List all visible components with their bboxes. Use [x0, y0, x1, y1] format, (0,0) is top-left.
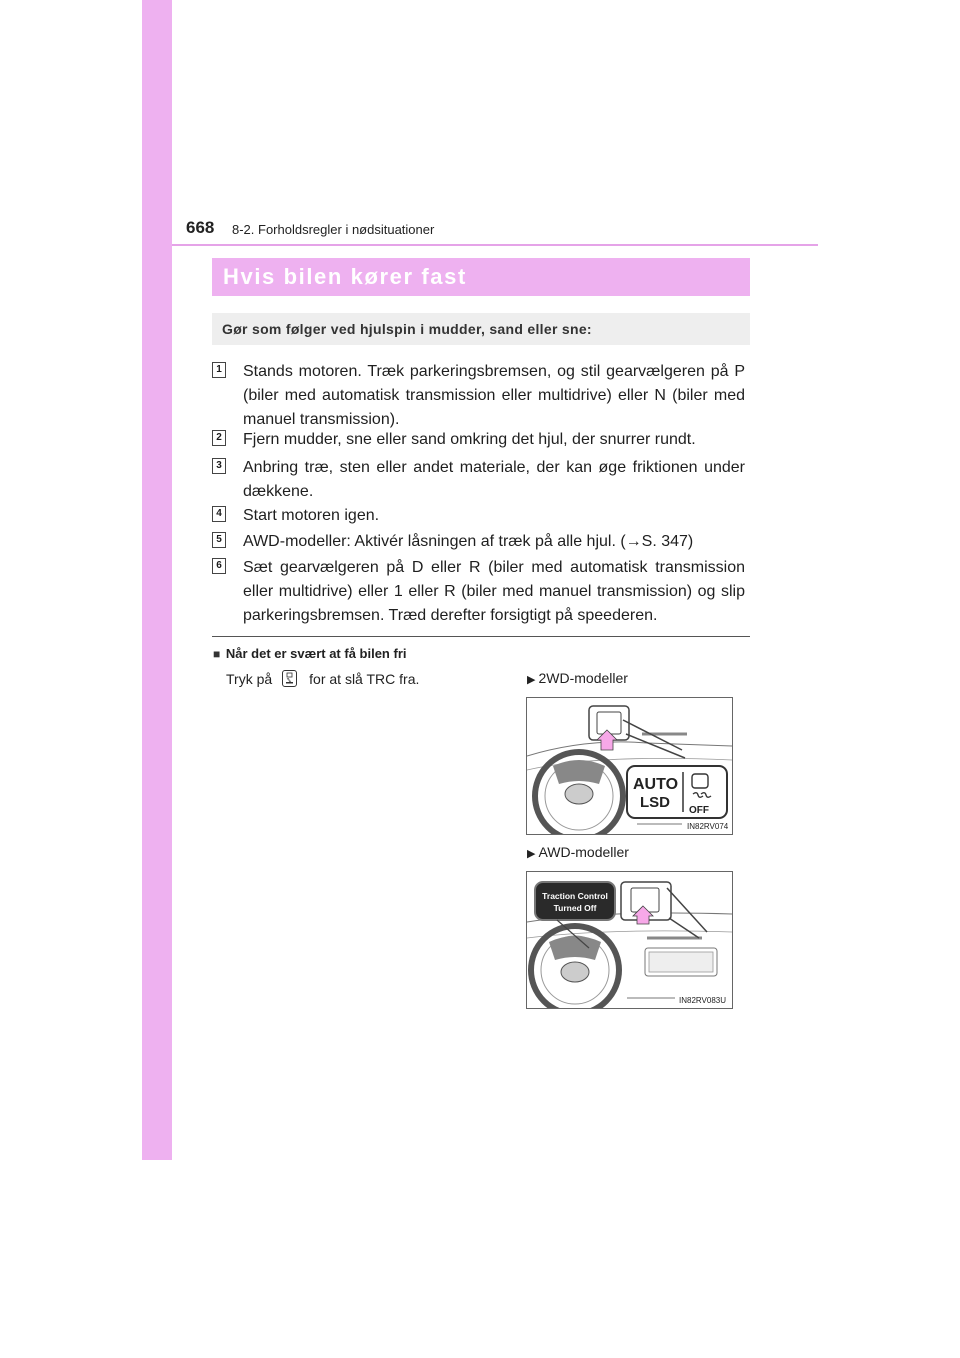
step-number: 2 [212, 430, 226, 446]
header-rule [172, 244, 818, 246]
page-title: Hvis bilen kører fast [223, 264, 467, 289]
step-item [212, 504, 745, 528]
note-heading [213, 646, 407, 661]
title-bar [212, 258, 750, 296]
step-number: 1 [212, 362, 226, 378]
sidebar-tab [142, 0, 172, 1160]
step-item [212, 556, 745, 628]
step-text: Fjern mudder, sne eller sand omkring det hjul, der snurrer rundt. [243, 431, 696, 448]
step-item [212, 428, 745, 452]
figure-2wd [526, 697, 733, 835]
step-item [212, 530, 745, 554]
dashboard-illustration-awd [527, 872, 732, 1008]
note-heading-text: Når det er svært at få bilen fri [225, 646, 407, 661]
step-number: 3 [212, 458, 226, 474]
subtitle-bar [212, 313, 750, 345]
step-number: 6 [212, 558, 226, 574]
note-body [226, 670, 419, 687]
triangle-bullet-icon: ▶ [527, 674, 536, 686]
step-item [212, 360, 745, 432]
step-text: Start motoren igen. [243, 507, 380, 524]
off-label: OFF [689, 805, 709, 816]
trc-off-button-icon [282, 670, 297, 687]
page-number: 668 [186, 218, 215, 237]
step-number: 4 [212, 506, 226, 522]
figure-awd [526, 871, 733, 1009]
section-divider [212, 636, 750, 637]
figure-code: IN82RV074 [687, 822, 729, 831]
triangle-bullet-icon: ▶ [527, 848, 536, 860]
auto-label: AUTO [633, 776, 679, 793]
note-text-before: Tryk på [226, 670, 273, 687]
model-label-awd: ▶ AWD-modeller [527, 844, 629, 860]
lsd-label: LSD [640, 794, 670, 811]
figure-code: IN82RV083U [679, 996, 726, 1005]
callout-line-1: Traction Control [542, 891, 608, 901]
note-text-after: for at slå TRC fra. [309, 670, 420, 687]
callout-line-2: Turned Off [553, 903, 597, 913]
step-text: AWD-modeller: Aktivér låsningen af træk på alle hjul. (→S. 347) [243, 533, 694, 550]
square-bullet-icon: ■ [213, 647, 221, 661]
dashboard-illustration-2wd [527, 698, 732, 834]
step-number: 5 [212, 532, 226, 548]
step-text: Stands motoren. Træk parkeringsbremsen, og stil gearvælgeren på P (biler med automatisk transmission eller multidrive) eller N (biler med manuel transmission). [243, 363, 745, 428]
model-label-2wd: ▶ 2WD-modeller [527, 670, 628, 686]
step-text: Anbring træ, sten eller andet materiale, der kan øge friktionen under dækkene. [243, 459, 745, 500]
subtitle: Gør som følger ved hjulspin i mudder, sand eller sne: [222, 321, 592, 337]
step-item [212, 456, 745, 504]
step-text: Sæt gearvælgeren på D eller R (biler med automatisk transmission eller multidrive) eller 1 eller R (biler med manuel transmission) og slip parkeringsbremsen. Træd derefter forsigtigt på speederen. [243, 559, 745, 624]
section-label: 8-2. Forholdsregler i nødsituationer [232, 222, 435, 237]
